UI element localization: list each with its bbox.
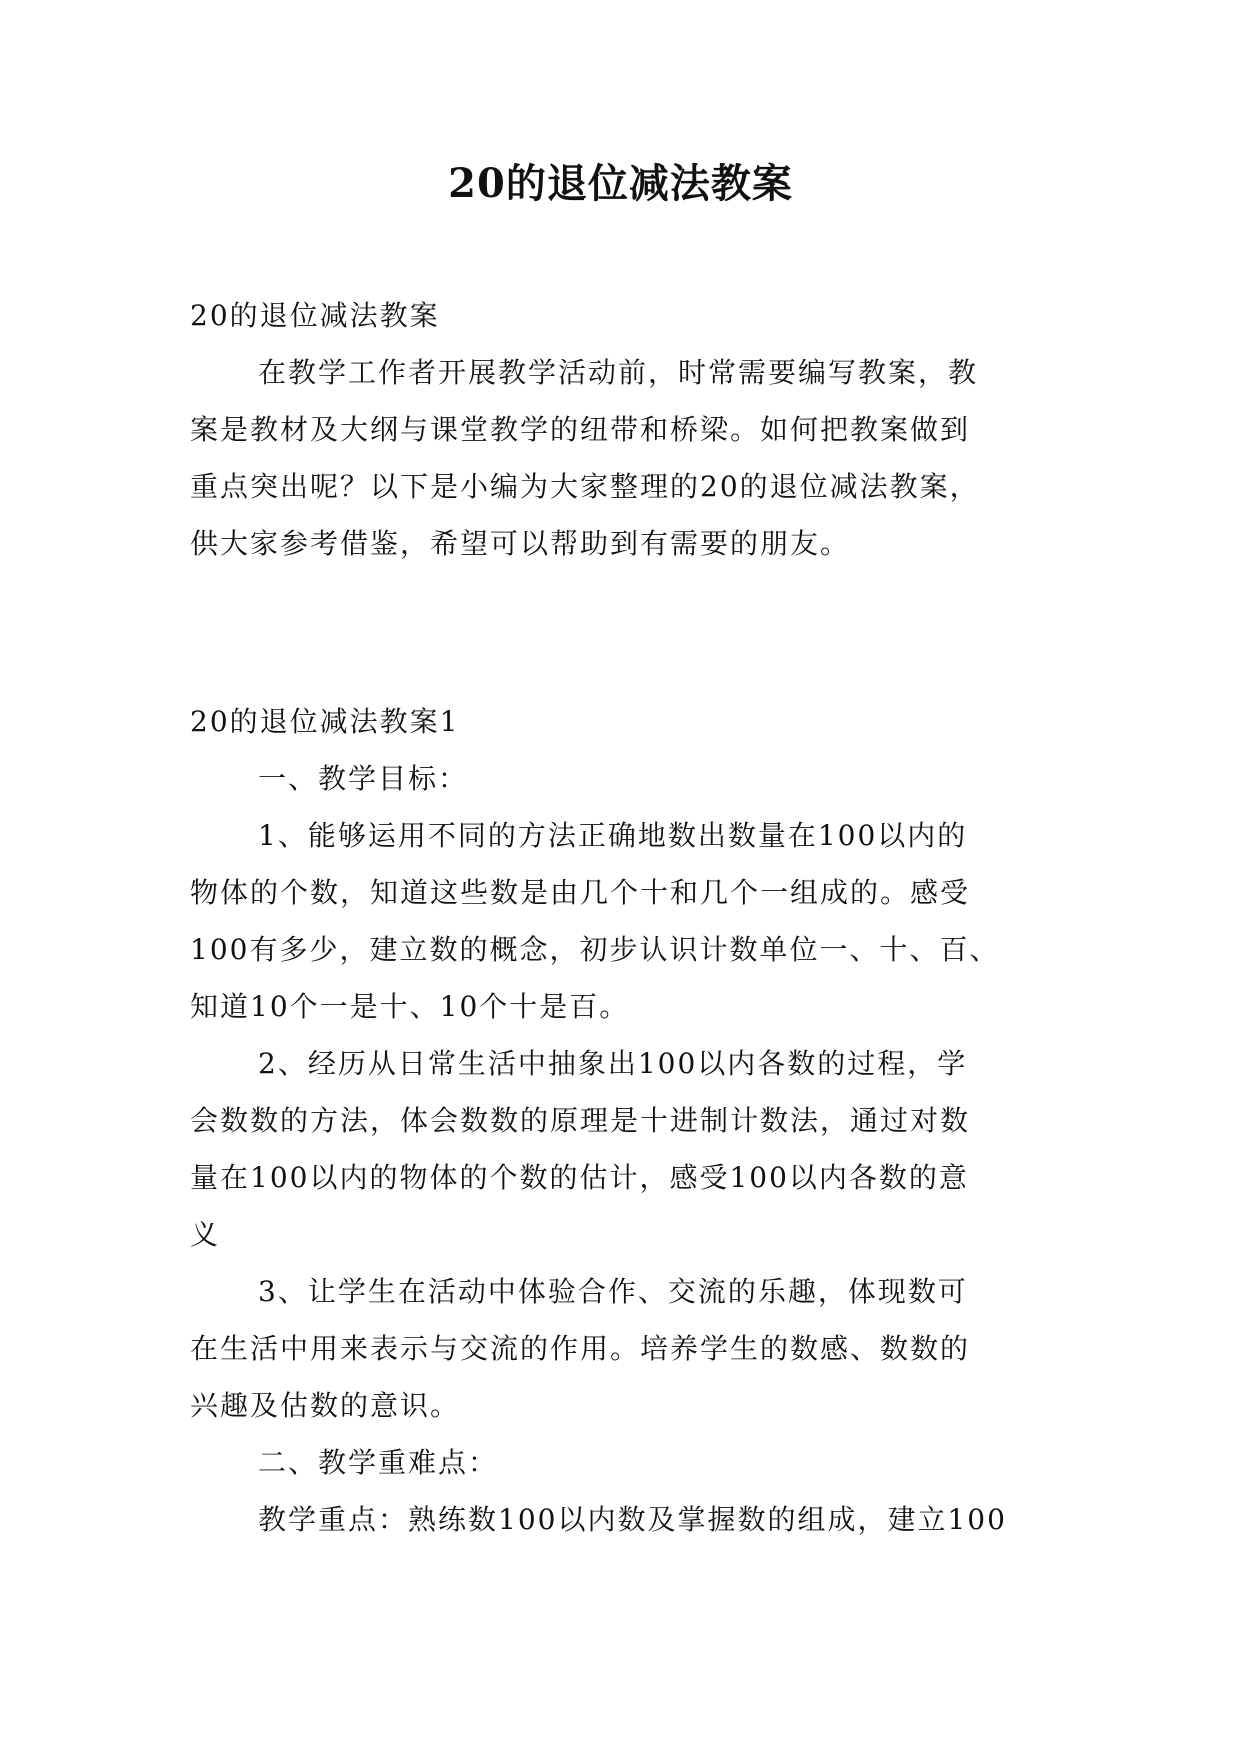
- objective-3-line-1: 3、让学生在活动中体验合作、交流的乐趣，体现数可: [258, 1275, 968, 1308]
- intro-line-3: 重点突出呢？以下是小编为大家整理的20的退位减法教案，: [190, 470, 980, 503]
- intro-line-2: 案是教材及大纲与课堂教学的纽带和桥梁。如何把教案做到: [190, 413, 971, 446]
- objective-3-line-2: 在生活中用来表示与交流的作用。培养学生的数感、数数的: [190, 1332, 971, 1365]
- key-points-line-1: 教学重点：熟练数100以内数及掌握数的组成，建立100: [258, 1503, 1007, 1536]
- objective-3-line-3: 兴趣及估数的意识。: [190, 1389, 461, 1422]
- objective-2-line-1: 2、经历从日常生活中抽象出100以内各数的过程，学: [258, 1047, 968, 1080]
- intro-line-4: 供大家参考借鉴，希望可以帮助到有需要的朋友。: [190, 527, 851, 560]
- document-title: 20的退位减法教案: [448, 160, 793, 207]
- objective-1-line-3: 100有多少，建立数的概念，初步认识计数单位一、十、百、: [190, 933, 1000, 966]
- objectives-heading: 一、教学目标：: [258, 762, 469, 795]
- subtitle-line: 20的退位减法教案: [190, 299, 440, 332]
- intro-line-1: 在教学工作者开展教学活动前，时常需要编写教案，教: [258, 356, 979, 389]
- objective-1-line-1: 1、能够运用不同的方法正确地数出数量在100以内的: [258, 819, 968, 852]
- objective-2-line-3: 量在100以内的物体的个数的估计，感受100以内各数的意: [190, 1161, 969, 1194]
- objective-2-line-2: 会数数的方法，体会数数的原理是十进制计数法，通过对数: [190, 1104, 971, 1137]
- objective-1-line-4: 知道10个一是十、10个十是百。: [190, 990, 630, 1023]
- key-points-heading: 二、教学重难点：: [258, 1446, 499, 1479]
- section-heading: 20的退位减法教案1: [190, 705, 460, 738]
- objective-1-line-2: 物体的个数，知道这些数是由几个十和几个一组成的。感受: [190, 876, 971, 909]
- objective-2-line-4: 义: [190, 1218, 221, 1251]
